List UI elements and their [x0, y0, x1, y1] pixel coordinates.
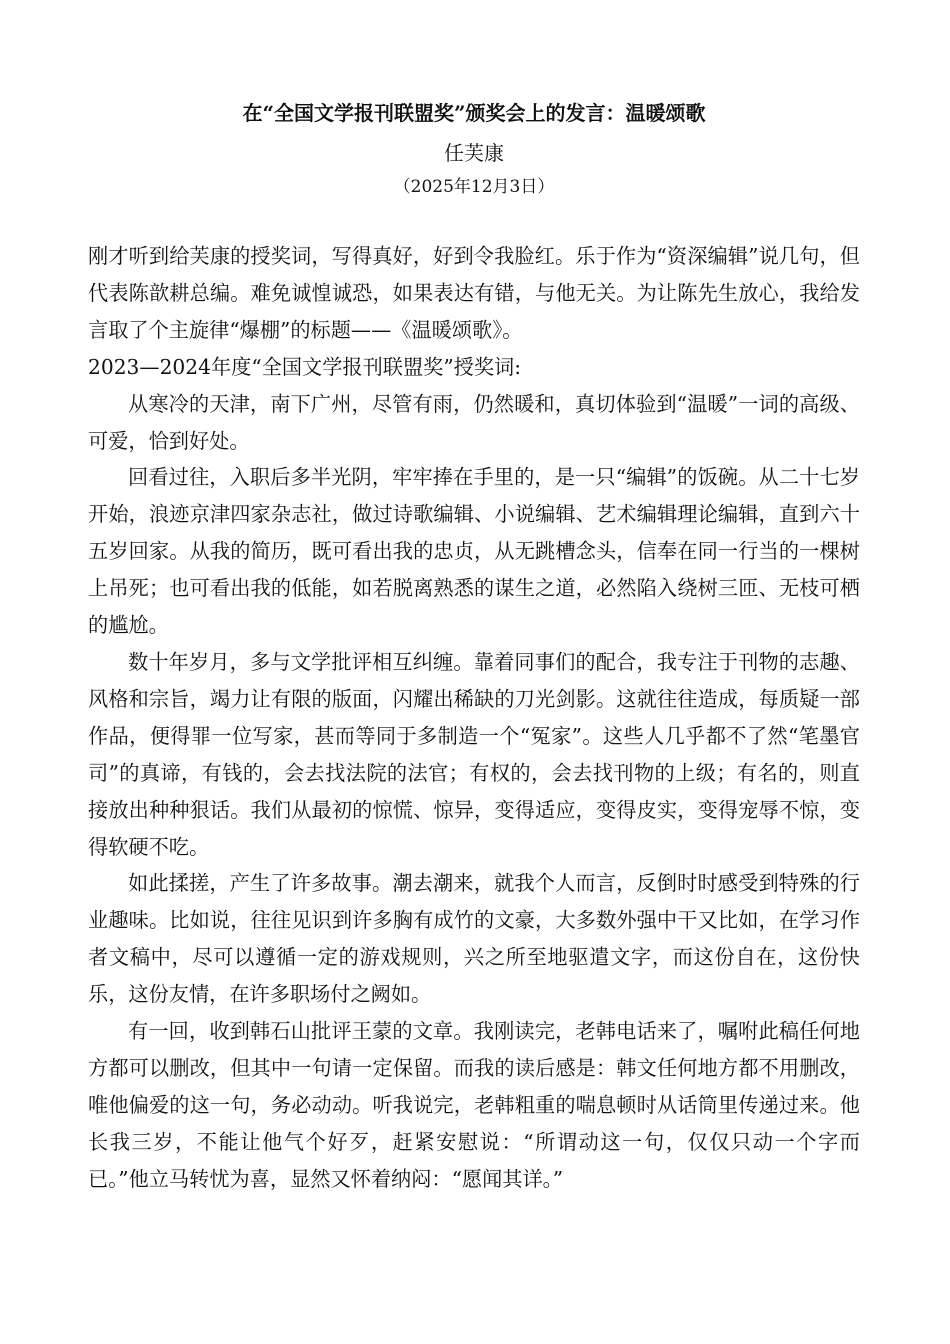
document-date: （2025年12月3日） [393, 177, 555, 197]
paragraph-intro: 刚才听到给芙康的授奖词，写得真好，好到令我脸红。乐于作为“资深编辑”说几句，但代表陈歆耕总编。难免诚惶诚恐，如果表达有错，与他无关。为让陈先生放心，我给发言取了个主旋律“爆棚”的标题——《温暖颂歌》。 [88, 244, 860, 342]
paragraph-1: 从寒冷的天津，南下广州，尽管有雨，仍然暖和，真切体验到“温暖”一词的高级、可爱，恰到好处。 [88, 391, 860, 453]
paragraph-4: 如此揉搓，产生了许多故事。潮去潮来，就我个人而言，反倒时时感受到特殊的行业趣味。比如说，往往见识到许多胸有成竹的文豪，大多数外强中干又比如，在学习作者文稿中，尽可以遵循一定的游戏规则，兴之所至地驱遣文字，而这份自在，这份快乐，这份友情，在许多职场付之阙如。 [88, 871, 860, 1007]
paragraph-award-heading: 2023—2024年度“全国文学报刊联盟奖”授奖词: [88, 354, 522, 379]
document-title: 在“全国文学报刊联盟奖”颁奖会上的发言：温暖颂歌 [242, 101, 706, 125]
paragraph-5: 有一回，收到韩石山批评王蒙的文章。我刚读完，老韩电话来了，嘱咐此稿任何地方都可以删改，但其中一句请一定保留。而我的读后感是：韩文任何地方都不用删改，唯他偏爱的这一句，务必动动。听我说完，老韩粗重的喘息顿时从话筒里传递过来。他长我三岁，不能让他气个好歹，赶紧安慰说：“所谓动这一句，仅仅只动一个字而已。”他立马转忧为喜，显然又怀着纳闷：“愿闻其详。” [88, 1019, 860, 1191]
paragraph-3: 数十年岁月，多与文学批评相互纠缠。靠着同事们的配合，我专注于刊物的志趣、风格和宗旨，竭力让有限的版面，闪耀出稀缺的刀光剑影。这就往往造成，每质疑一部作品，便得罪一位写家，甚而等同于多制造一个“冤家”。这些人几乎都不了然“笔墨官司”的真谛，有钱的，会去找法院的法官；有权的，会去找刊物的上级；有名的，则直接放出种种狠话。我们从最初的惊慌、惊异，变得适应，变得皮实，变得宠辱不惊，变得软硬不吃。 [88, 649, 860, 859]
paragraph-2: 回看过往，入职后多半光阴，牢牢捧在手里的，是一只“编辑”的饭碗。从二十七岁开始，浪迹京津四家杂志社，做过诗歌编辑、小说编辑、艺术编辑理论编辑，直到六十五岁回家。从我的简历，既可看出我的忠贞，从无跳槽念头，信奉在同一行当的一棵树上吊死；也可看出我的低能，如若脱离熟悉的谋生之道，必然陷入绕树三匝、无枝可栖的尴尬。 [88, 465, 860, 638]
document-body [88, 238, 860, 1198]
document-author: 任芙康 [444, 141, 504, 165]
